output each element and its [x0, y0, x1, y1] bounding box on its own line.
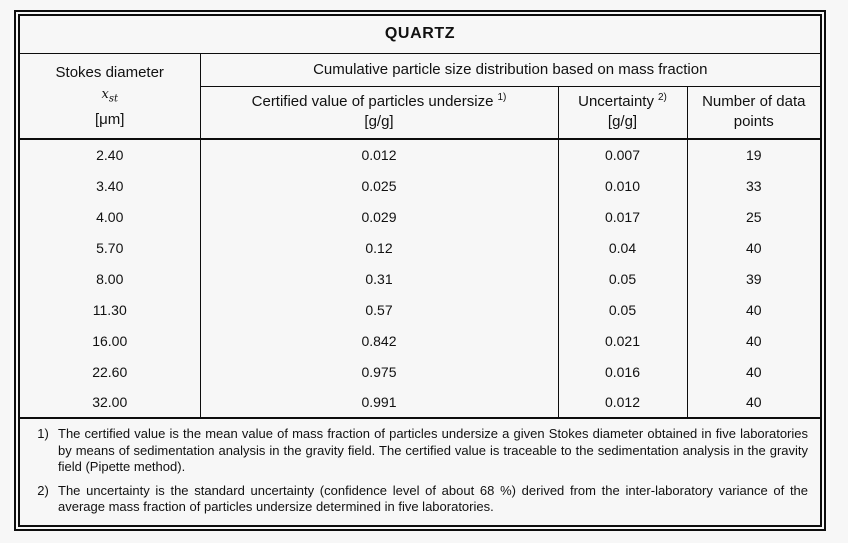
cell-points: 40: [687, 356, 820, 387]
quartz-data-table: [20, 16, 820, 527]
data-rows: [20, 139, 820, 418]
cell-diameter: 5.70: [96, 239, 124, 256]
certified-value-label: Certified value of particles undersize: [251, 93, 494, 111]
group-header-row: [20, 53, 820, 86]
cell-certified: 0.12: [200, 232, 558, 263]
cell-uncertainty: 0.010: [558, 170, 687, 201]
footnote-2: [28, 483, 808, 516]
cell-uncertainty: 0.05: [558, 294, 687, 325]
footnote-1: [28, 426, 808, 476]
footnote-1-marker: 1): [37, 426, 49, 441]
cell-uncertainty: 0.007: [558, 139, 687, 170]
cell-points: 25: [687, 201, 820, 232]
stokes-diameter-header: [20, 53, 200, 139]
cell-uncertainty: 0.016: [558, 356, 687, 387]
table-row: [20, 325, 820, 356]
cell-diameter: 22.60: [92, 363, 128, 380]
table-footnotes: [20, 418, 820, 527]
cell-certified: 0.31: [200, 263, 558, 294]
certified-value-unit: [g/g]: [364, 113, 394, 131]
footnote-1-text: The certified value is the mean value of mass fraction of particles undersize a given Stokes diameter obtained in five laboratories by means of sedimentation analysis in the gravity field. The certified value is traceable to the sedimentation analysis in the gravity field (Pipette method).: [58, 426, 809, 474]
table-row: [20, 170, 820, 201]
cell-points: 40: [687, 232, 820, 263]
cell-uncertainty: 0.021: [558, 325, 687, 356]
cell-diameter: 2.40: [96, 147, 124, 163]
footnote-row: [20, 418, 820, 527]
uncertainty-header: [558, 86, 687, 139]
cell-points: 40: [687, 325, 820, 356]
footnote-cell: [20, 418, 820, 527]
cell-diameter: 3.40: [96, 177, 124, 194]
cell-points: 19: [687, 139, 820, 170]
table-row: [20, 263, 820, 294]
data-points-header: Number of data points: [687, 86, 820, 139]
uncertainty-unit: [g/g]: [607, 113, 638, 131]
table-outer-border: [14, 10, 826, 531]
cell-diameter: 32.00: [92, 394, 128, 410]
cell-uncertainty: 0.017: [558, 201, 687, 232]
cell-points: 40: [687, 294, 820, 325]
cell-diameter: 11.30: [92, 301, 127, 318]
cell-diameter: 16.00: [92, 332, 128, 349]
cell-uncertainty: 0.05: [558, 263, 687, 294]
uncertainty-label: Uncertainty: [578, 93, 654, 111]
stokes-unit-label: [μm]: [95, 110, 125, 128]
table-title: QUARTZ: [20, 16, 820, 53]
table-row: [20, 356, 820, 387]
cell-uncertainty: 0.04: [558, 232, 687, 263]
footnote-ref-2: 2): [657, 92, 667, 104]
cell-points: 40: [687, 387, 820, 418]
table-inner-border: [18, 14, 822, 527]
cell-certified: 0.842: [200, 325, 558, 356]
cell-certified: 0.975: [200, 356, 558, 387]
table-row: [20, 294, 820, 325]
cell-certified: 0.012: [200, 139, 558, 170]
cell-diameter: 8.00: [96, 270, 124, 287]
table-header: [20, 16, 820, 139]
footnote-2-marker: 2): [37, 482, 49, 498]
cell-points: 33: [687, 170, 820, 201]
cell-certified: 0.991: [200, 387, 558, 418]
footnote-ref-1: 1): [497, 92, 507, 104]
cell-points: 39: [687, 263, 820, 294]
stokes-diameter-label: Stokes diameter: [55, 63, 164, 81]
footnote-2-text: The uncertainty is the standard uncertainty (confidence level of about 68 %) derived from the inter-laboratory variance of the average mass fraction of particles undersize determined in five laboratories.: [58, 482, 809, 514]
cell-certified: 0.029: [200, 201, 558, 232]
group-header-label: Cumulative particle size distribution based on mass fraction: [200, 53, 820, 86]
certified-value-header: [200, 86, 558, 139]
stokes-symbol: $x_{st}$: [101, 86, 118, 105]
table-row: [20, 139, 820, 170]
cell-uncertainty: 0.012: [558, 387, 687, 418]
table-row: [20, 201, 820, 232]
cell-certified: 0.025: [200, 170, 558, 201]
title-row: [20, 16, 820, 53]
table-row: [20, 387, 820, 418]
cell-diameter: 4.00: [96, 208, 124, 225]
cell-certified: 0.57: [200, 294, 558, 325]
table-row: [20, 232, 820, 263]
